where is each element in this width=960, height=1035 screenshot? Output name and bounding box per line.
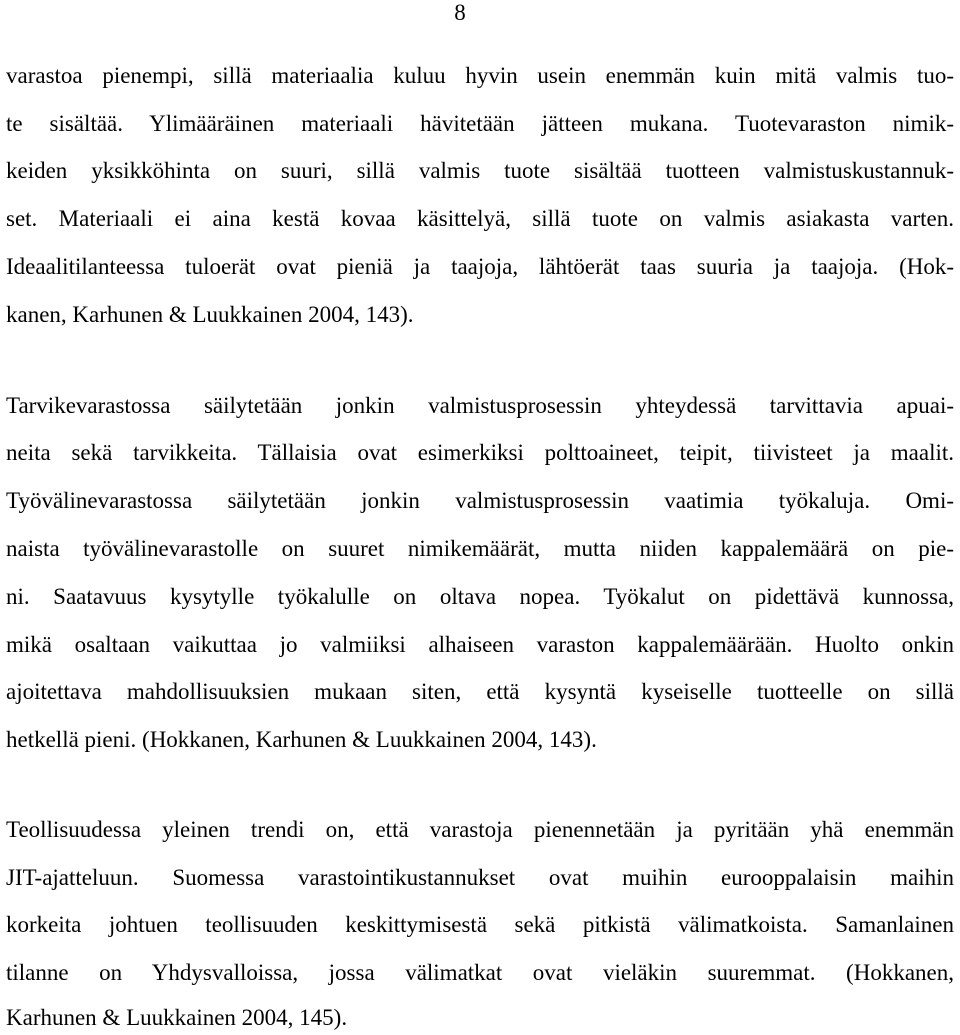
paragraph-2-line-7: ajoitettava mahdollisuuksien mukaan siten, että kysyntä kyseiselle tuotteelle on sillä [6, 679, 954, 704]
paragraph-3-line-1: Teollisuudessa yleinen trendi on, että varastoja pienennetään ja pyritään yhä enemmän [6, 817, 954, 842]
paragraph-1-line-1: varastoa pienempi, sillä materiaalia kuluu hyvin usein enemmän kuin mitä valmis tuo- [6, 63, 954, 88]
paragraph-2-line-8: hetkellä pieni. (Hokkanen, Karhunen & Luukkainen 2004, 143). [6, 727, 597, 752]
paragraph-1-line-5: Ideaalitilanteessa tuloerät ovat pieniä ja taajoja, lähtöerät taas suuria ja taajoja. (Hok- [6, 254, 954, 279]
paragraph-1-line-6: kanen, Karhunen & Luukkainen 2004, 143). [6, 302, 414, 327]
paragraph-2-line-1: Tarvikevarastossa säilytetään jonkin valmistusprosessin yhteydessä tarvittavia apuai- [6, 393, 954, 418]
paragraph-3-line-5: Karhunen & Luukkainen 2004, 145). [6, 1005, 348, 1030]
paragraph-2-line-3: Työvälinevarastossa säilytetään jonkin valmistusprosessin vaatimia työkaluja. Omi- [6, 488, 954, 513]
paragraph-2-line-2: neita sekä tarvikkeita. Tällaisia ovat esimerkiksi polttoaineet, teipit, tiivisteet ja maalit. [6, 440, 954, 465]
paragraph-3-line-4: tilanne on Yhdysvalloissa, jossa välimatkat ovat vieläkin suuremmat. (Hokkanen, [6, 960, 954, 985]
paragraph-1-line-3: keiden yksikköhinta on suuri, sillä valmis tuote sisältää tuotteen valmistuskustannuk- [6, 158, 954, 183]
paragraph-2-line-5: ni. Saatavuus kysytylle työkalulle on oltava nopea. Työkalut on pidettävä kunnossa, [6, 584, 954, 609]
paragraph-3-line-2: JIT-ajatteluun. Suomessa varastointikustannukset ovat muihin eurooppalaisin maihin [6, 865, 954, 890]
paragraph-1-line-2: te sisältää. Ylimääräinen materiaali hävitetään jätteen mukana. Tuotevaraston nimik- [6, 111, 954, 136]
page-number: 8 [454, 0, 466, 25]
paragraph-3-line-3: korkeita johtuen teollisuuden keskittymisestä sekä pitkistä välimatkoista. Samanlainen [6, 912, 954, 937]
paragraph-2-line-6: mikä osaltaan vaikuttaa jo valmiiksi alhaiseen varaston kappalemäärään. Huolto onkin [6, 632, 954, 657]
paragraph-2-line-4: naista työvälinevarastolle on suuret nimikemäärät, mutta niiden kappalemäärä on pie- [6, 536, 954, 561]
paragraph-1-line-4: set. Materiaali ei aina kestä kovaa käsittelyä, sillä tuote on valmis asiakasta varten. [6, 206, 954, 231]
